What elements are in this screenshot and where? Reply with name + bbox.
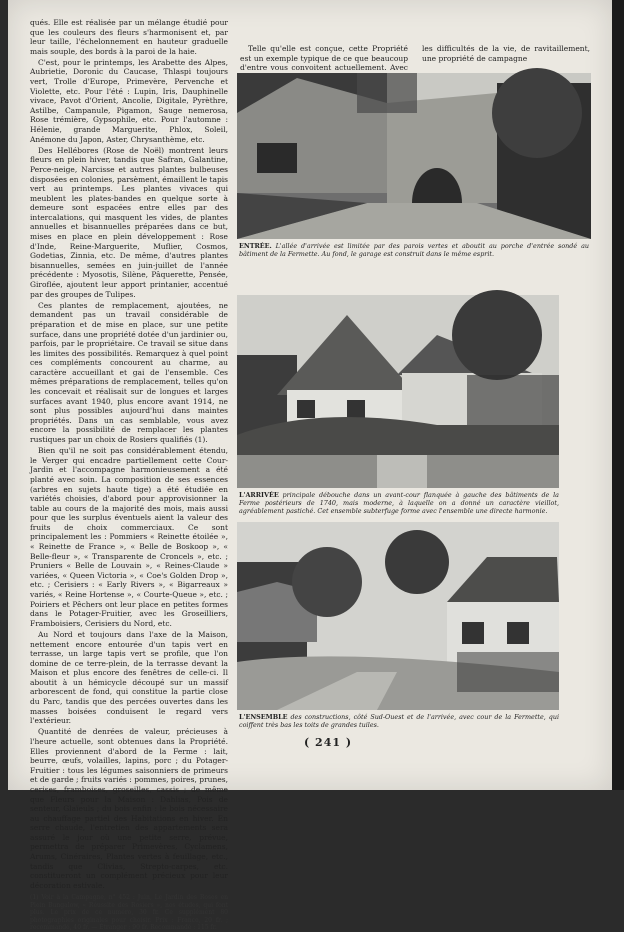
paragraph: Bien qu'il ne soit pas considérablement étendu, le Verger qui encadre partiellement cette Cour-Jardin et l'accompagne harmonieusement a été planté avec soin. La composition de ses essences (arbres en sujets haute tige) a été étudiée en variétés choisies, d'abord pour approvisionner la table au cours de la majorité des mois, mais aussi pour que les surplus éventuels aient la valeur des fruits de choix commerciaux. Ce sont principalement les : Pommiers « Reinette étoilée », « Reinette de France », « Belle de Boskoop », « Belle-fleur », « Transparente de Croncels », etc. ; Pruniers « Belle de Louvain », « Reines-Claude » variées, « Queen Victoria », « Coe's Golden Drop », etc. ; Cerisiers : « Early Rivers », « Bigarreaux » variés, « Reine Hortense », « Courte-Queue », etc. ; Poiriers et Pêchers ont leur place en petites formes dans le Potager-Fruitier, avec les Groseilliers, Framboisiers, Cerisiers du Nord, etc.	[30, 446, 228, 628]
photo-caption	[239, 713, 559, 729]
caption-lead: L'ENSEMBLE	[239, 713, 288, 721]
photo-caption	[239, 491, 559, 515]
left-text-column	[30, 18, 228, 932]
paragraph: Telle qu'elle est conçue, cette Propriété est un exemple typique de ce que beaucoup d'entre vous convoitent actuellement. Avec les difficultés de la vie, de ravitaillement, une propriété de campagne	[240, 44, 590, 73]
paragraph: Des Hellébores (Rose de Noël) montrent leurs fleurs en plein hiver, tandis que Safran, Galantine, Perce-neige, Narcisse et autres plantes bulbeuses disposées en colonies, parsèment, émaillent le tapis vert au printemps. Les plantes vivaces qui meublent les plates-bandes en quelque sorte à demeure sont espacées entre elles par des intercalations, qui masquent les vides, de plantes annuelles et bisannuelles préparées dans ce but, mises en place en plein développement : Rose d'Inde, Reine-Marguerite, Muflier, Cosmos, Godetias, Zinnia, etc. De même, d'autres plantes bisannuelles, semées en juin-juillet de l'année précédente : Myosotis, Silène, Pâquerette, Pensée, Giroflée, ajoutent leur apport printanier, accentué par des groupes de Tulipes.	[30, 145, 228, 299]
paragraph: Quantité de denrées de valeur, précieuses à l'heure actuelle, sont obtenues dans la Propriété. Elles proviennent d'abord de la Ferme : lait, beurre, œufs, volailles, lapins, porc ; du Potager-Fruitier : tous les légumes saisonniers de primeurs et de garde ; fruits variés : pommes, poires, prunes, cerises, framboises, groseilles, cassis ; de même que Fleurs pour la Maison : Dahlias, Pois de senteur, Glaïeuls ; du bois enfin : le bois nécessaire au chauffage partiel des Habitations en hiver. En serre chaude, l'entretien des appartements sera assuré le jour où une petite serre, prévue, permettra de préparer Primevères, Cyclamens, Arums, Cinéraires, Plantes vertes à feuillage, etc., tandis que Clivias, Strepto-carpes, etc. constitueront un complément précieux pour leur décoration estivale.	[30, 727, 228, 890]
caption-lead: ENTRÉE.	[239, 242, 272, 250]
binder-edge	[612, 0, 624, 790]
magazine-page	[8, 0, 612, 932]
footnote: (1) Voir à la Campagne, n° 452 : Juin, Le Jardin des Roses en Plein Bungalow, « Réussite des Rosiers », nos études, qui font plus. Le prix de ce numéro, 30 fr. Ce supplément 80 photographies originales pour choisir. Prix : France, 20 fr. ; recommandé, 40 fr. — Étranger : 90 fr. Recommandé : 115 fr.	[30, 894, 228, 932]
paragraph: Au Nord et toujours dans l'axe de la Maison, nettement encore entourée d'un tapis vert en terrasse, un large tapis vert se profile, que l'on domine de ce terre-plein, de la terrasse devant la Maison et plus encore des fenêtres de celle-ci. Il aboutit à un hémicycle découpé sur un massif arborescent de fond, qui constitue la partie close du Parc, tandis que des percées ouvertes dans les masses boisées conduisent le regard vers l'extérieur.	[30, 629, 228, 726]
photo-caption	[239, 242, 589, 258]
caption-lead: L'ARRIVÉE	[239, 491, 279, 499]
photo-arrival	[237, 295, 559, 488]
paragraph: Ces plantes de remplacement, ajoutées, ne demandent pas un travail considérable de préparation et de mise en place, sur une petite surface, dans une propriété dotée d'un jardinier ou, parfois, par le propriétaire. Ce travail se situe dans les limites des possibilités. Remarquez à quel point ces compléments concourent au charme, au caractère accueillant et gai de l'ensemble. Ces mêmes préparations de remplacement, telles qu'on les concevait et réalisait sur de longues et larges surfaces avant 1940, plus encore avant 1914, ne sont plus possibles aujourd'hui dans maintes propriétés. Dans un cas semblable, vous avez encore la possibilité de remplacer les plantes rustiques par un choix de Rosiers qualifiés (1).	[30, 300, 228, 445]
paragraph: C'est, pour le printemps, les Arabette des Alpes, Aubrietie, Doronic du Caucase, Thlaspi toujours vert, Trolle d'Europe, Primevère, Pervenche et Violette, etc. Pour l'été : Lupin, Iris, Dauphinelle vivace, Pavot d'Orient, Ancolie, Digitale, Pyrèthre, Astilbe, Campanule, Pigamon, Sauge nemerosa, Rose trémière, Gypsophile, etc. Pour l'automne : Hélenie, grande Marguerite, Phlox, Soleil, Anémone du Japon, Aster, Chrysanthème, etc.	[30, 57, 228, 144]
paragraph: qués. Elle est réalisée par un mélange étudié pour que les couleurs des fleurs s'harmonisent et, par leur taille, l'échelonnement en hauteur graduelle mais souple, des bords à la paroi de la haie.	[30, 18, 228, 56]
page-number: ( 241 )	[304, 736, 353, 749]
caption-text: L'allée d'arrivée est limitée par des parois vertes et aboutit au porche d'entrée sondé au bâtiment de la Fermette. Au fond, le garage est construit dans le même esprit.	[239, 242, 589, 258]
caption-text: principale débouche dans un avant-cour flanquée à gauche des bâtiments de la Ferme postérieurs de 1740, mais moderne, à laquelle on a donné un caractère vieillot, agréablement pastiché. Cet ensemble subterfuge forme avec l'ensemble une directe harmonie.	[239, 491, 559, 515]
photo-ensemble	[237, 522, 559, 710]
caption-text: des constructions, côté Sud-Ouest et de l'arrivée, avec cour de la Fermette, qui coiffent très bas les toits de grandes tuiles.	[239, 713, 559, 729]
photo-entrance	[237, 73, 591, 239]
